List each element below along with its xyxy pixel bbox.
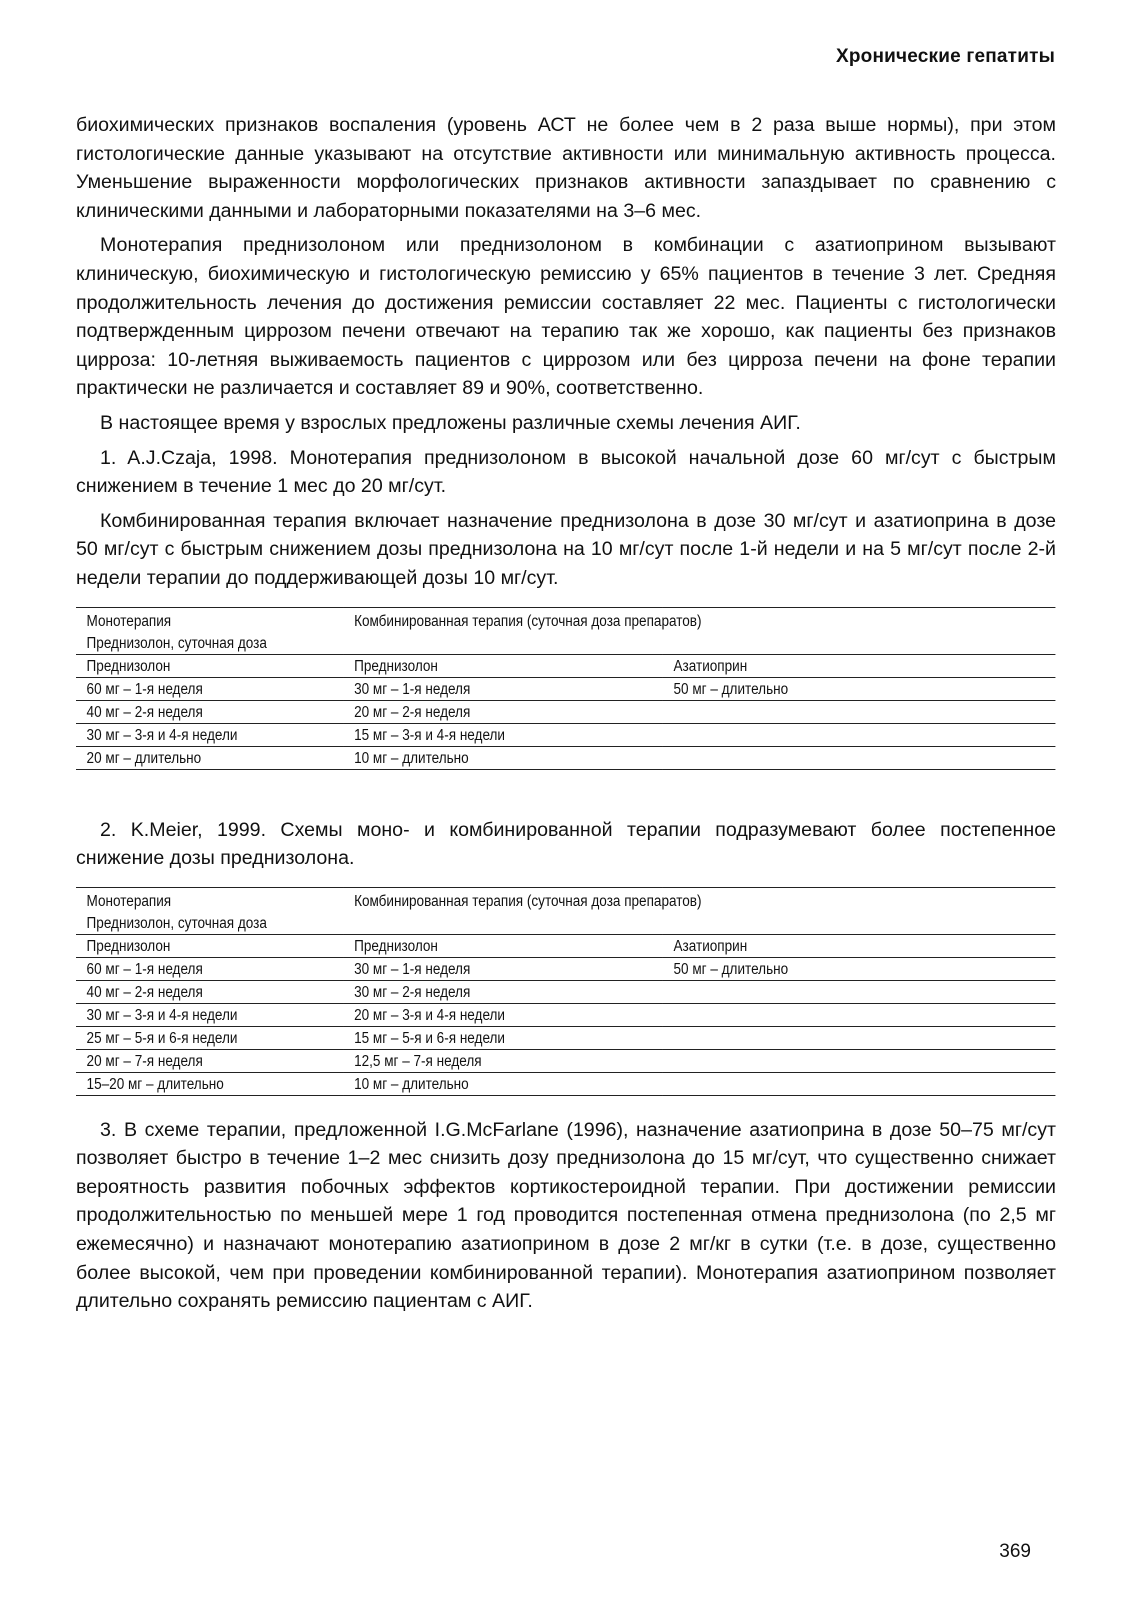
table-subheader-row: [76, 654, 1055, 677]
cell-mono: 20 мг – длительно: [76, 746, 344, 769]
cell-pred: 10 мг – длительно: [344, 1072, 663, 1095]
cell-mono: 25 мг – 5-я и 6-я недели: [76, 1026, 344, 1049]
paragraph-1: биохимических признаков воспаления (уровень АСТ не более чем в 2 раза выше нормы), при этом гистологические данные указывают на отсутствие активности или минимальную активность процесса. Уменьшение выраженности морфологических признаков активности запаздывает по сравнению с клиническими данными и лабораторными показателями на 3–6 мес.: [76, 114, 1056, 222]
cell-mono: 60 мг – 1-я неделя: [76, 957, 344, 980]
header-mono: [76, 887, 344, 912]
table-header-row: [76, 607, 1055, 632]
table-header-row-2: [76, 632, 1055, 655]
subheader-combo-prednisolone: Преднизолон: [344, 654, 663, 677]
table-row: [76, 957, 1055, 980]
cell-pred: 10 мг – длительно: [344, 746, 663, 769]
regimen-table-meier: [76, 887, 1056, 1096]
regimen-table-czaja: [76, 607, 1056, 770]
table-row: [76, 1026, 1055, 1049]
cell-aza: [663, 980, 1055, 1003]
cell-mono: 30 мг – 3-я и 4-я недели: [76, 1003, 344, 1026]
subheader-combo-azathioprine: Азатиоприн: [663, 934, 1055, 957]
cell-pred: 20 мг – 2-я неделя: [344, 700, 663, 723]
cell-mono: 40 мг – 2-я неделя: [76, 700, 344, 723]
cell-aza: [663, 1026, 1055, 1049]
paragraph-6: 2. K.Meier, 1999. Схемы моно- и комбинированной терапии подразумевают более постепенное снижение дозы преднизолона.: [76, 818, 1056, 870]
table-row: [76, 746, 1055, 769]
table-header-row-2: [76, 912, 1055, 935]
cell-mono: 60 мг – 1-я неделя: [76, 677, 344, 700]
table-row: [76, 1049, 1055, 1072]
cell-aza: [663, 723, 1055, 746]
paragraph-4: 1. A.J.Czaja, 1998. Монотерапия преднизолоном в высокой начальной дозе 60 мг/сут с быстрым снижением в течение 1 мес до 20 мг/сут.: [76, 446, 1056, 498]
table-row: [76, 980, 1055, 1003]
header-mono-line2: Преднизолон, суточная доза: [76, 912, 344, 935]
header-combo: Комбинированная терапия (суточная доза препаратов): [344, 887, 1056, 912]
table-row: [76, 1072, 1055, 1095]
cell-pred: 15 мг – 5-я и 6-я недели: [344, 1026, 663, 1049]
cell-pred: 20 мг – 3-я и 4-я недели: [344, 1003, 663, 1026]
cell-aza: 50 мг – длительно: [663, 677, 1055, 700]
cell-aza: [663, 700, 1055, 723]
subheader-combo-prednisolone: Преднизолон: [344, 934, 663, 957]
cell-pred: 30 мг – 2-я неделя: [344, 980, 663, 1003]
table-row: [76, 700, 1055, 723]
subheader-combo-azathioprine: Азатиоприн: [663, 654, 1055, 677]
cell-aza: 50 мг – длительно: [663, 957, 1055, 980]
cell-pred: 15 мг – 3-я и 4-я недели: [344, 723, 663, 746]
subheader-mono-prednisolone: Преднизолон: [76, 934, 344, 957]
cell-pred: 30 мг – 1-я неделя: [344, 677, 663, 700]
cell-aza: [663, 1003, 1055, 1026]
cell-mono: 30 мг – 3-я и 4-я недели: [76, 723, 344, 746]
page-number: 369: [999, 1541, 1031, 1562]
header-mono-line1: Монотерапия: [86, 612, 172, 630]
cell-aza: [663, 746, 1055, 769]
table-subheader-row: [76, 934, 1055, 957]
paragraph-5: Комбинированная терапия включает назначение преднизолона в дозе 30 мг/сут и азатиоприна в дозе 50 мг/сут с быстрым снижением дозы преднизолона на 10 мг/сут после 1-й недели и на 5 мг/сут после 2-й недели терапии до поддерживающей дозы 10 мг/сут.: [76, 509, 1056, 589]
table-row: [76, 723, 1055, 746]
header-mono-line1: Монотерапия: [86, 892, 172, 910]
table-header-row: [76, 887, 1055, 912]
cell-pred: 30 мг – 1-я неделя: [344, 957, 663, 980]
cell-pred: 12,5 мг – 7-я неделя: [344, 1049, 663, 1072]
table-row: [76, 677, 1055, 700]
header-combo: Комбинированная терапия (суточная доза препаратов): [344, 607, 1056, 632]
cell-mono: 40 мг – 2-я неделя: [76, 980, 344, 1003]
subheader-mono-prednisolone: Преднизолон: [76, 654, 344, 677]
cell-aza: [663, 1072, 1055, 1095]
cell-aza: [663, 1049, 1055, 1072]
running-header-title: Хронические гепатиты: [835, 46, 1055, 67]
cell-mono: 20 мг – 7-я неделя: [76, 1049, 344, 1072]
table-row: [76, 1003, 1055, 1026]
header-mono: [76, 607, 344, 632]
paragraph-2: Монотерапия преднизолоном или преднизолоном в комбинации с азатиоприном вызывают клиническую, биохимическую и гистологическую ремиссию у 65% пациентов в течение 3 лет. Средняя продолжительность лечения до достижения ремиссии составляет 22 мес. Пациенты с гистологически подтвержденным циррозом печени отвечают на терапию так же хорошо, как пациенты без признаков цирроза: 10-летняя выживаемость пациентов с циррозом или без цирроза печени на фоне терапии практически не различается и составляет 89 и 90%, соответственно.: [76, 234, 1056, 400]
paragraph-3: В настоящее время у взрослых предложены различные схемы лечения АИГ.: [100, 411, 801, 434]
header-mono-line2: Преднизолон, суточная доза: [76, 632, 344, 655]
cell-mono: 15–20 мг – длительно: [76, 1072, 344, 1095]
page-body: [76, 111, 1056, 1322]
paragraph-7: 3. В схеме терапии, предложенной I.G.McFarlane (1996), назначение азатиоприна в дозе 50–75 мг/сут позволяет быстро в течение 1–2 мес снизить дозу преднизолона до 15 мг/сут, что существенно снижает вероятность развития побочных эффектов кортикостероидной терапии. При достижении ремиссии продолжительностью по меньшей мере 1 год проводится постепенная отмена преднизолона (по 2,5 мг ежемесячно) и назначают монотерапию азатиоприном в дозе 2 мг/кг в сутки (т.е. в дозе, существенно более высокой, чем при проведении комбинированной терапии). Монотерапия азатиоприном позволяет длительно сохранять ремиссию пациентам с АИГ.: [76, 1118, 1056, 1313]
